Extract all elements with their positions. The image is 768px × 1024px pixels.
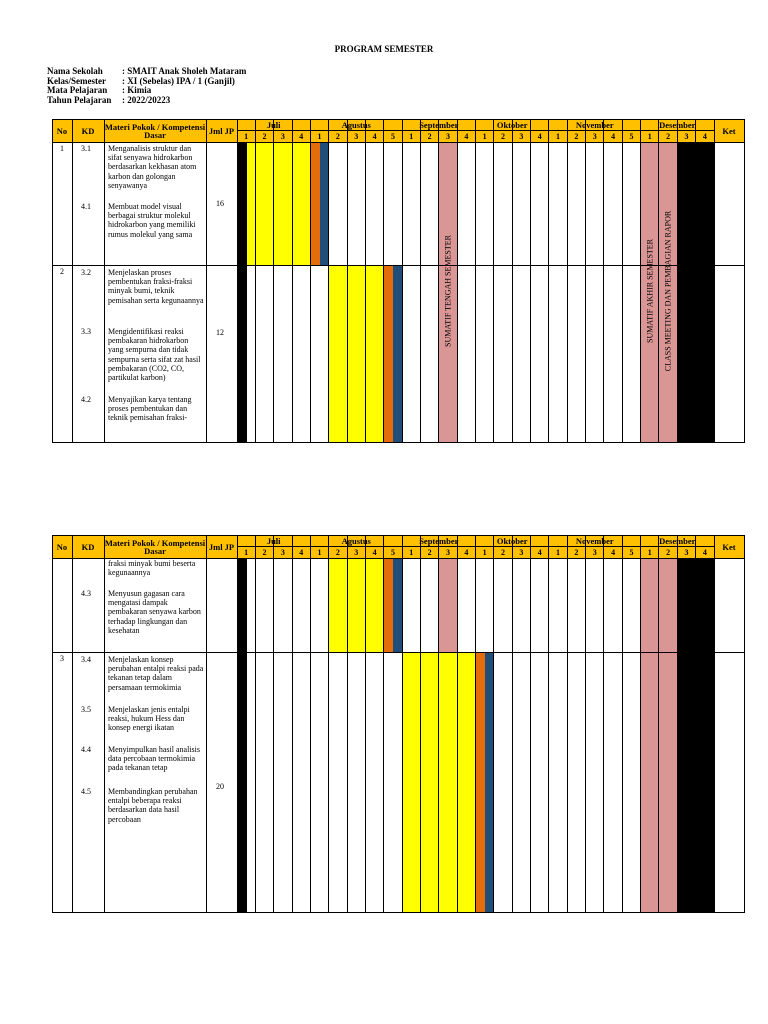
schedule-block-orange (476, 652, 485, 913)
week-number: 3 (684, 548, 689, 557)
grid-line (548, 535, 549, 913)
grid-line (585, 119, 586, 443)
week-number: 3 (592, 548, 597, 557)
kd-code: 3.2 (81, 268, 91, 277)
kd-code: 4.3 (81, 589, 91, 598)
schedule-table-2 (52, 535, 744, 913)
grid-line (677, 119, 678, 443)
week-number: 5 (390, 548, 395, 557)
kd-code: 4.5 (81, 787, 91, 796)
header-materi: Materi Pokok / Kompetensi Dasar (104, 121, 206, 140)
grid-line (475, 119, 476, 443)
week-number: 2 (574, 132, 579, 141)
week-number: 1 (409, 548, 414, 557)
week-number: 2 (666, 548, 671, 557)
info-value: : Kimia (122, 85, 152, 95)
grid-line (383, 119, 384, 443)
grid-line (457, 119, 458, 443)
grid-line (420, 535, 421, 913)
week-number: 1 (556, 548, 561, 557)
info-label: Tahun Pelajaran (47, 94, 112, 105)
week-number: 4 (611, 548, 616, 557)
header-jml-jp: Jml JP (208, 125, 235, 136)
kd-code: 3.3 (81, 327, 91, 336)
info-value: : 2022/20223 (122, 94, 171, 105)
kd-code: 4.4 (81, 745, 91, 754)
week-number: 4 (299, 132, 304, 141)
grid-line (255, 535, 256, 913)
grid-line (104, 119, 105, 443)
month-agustus: Agustus (341, 535, 371, 546)
grid-line (328, 119, 329, 443)
grid-line (52, 535, 53, 913)
month-oktober: Oktober (496, 535, 528, 546)
grid-line (347, 119, 348, 443)
week-number: 1 (317, 548, 322, 557)
week-number: 3 (445, 548, 450, 557)
materi-text: Menjelaskan konsep perubahan entalpi reaksi pada tekanan tetap dalam persamaan termokimia (108, 655, 204, 692)
week-number: 2 (262, 132, 267, 141)
grid-line (695, 535, 696, 913)
materi-text: Mengidentifikasi reaksi pembakaran hidrokarbon yang sempurna dan tidak sempurna serta sifat zat hasil pembakaran (CO2, CO, partikulat karbon) (108, 327, 201, 383)
week-number: 3 (354, 132, 359, 141)
week-number: 4 (537, 548, 542, 557)
grid-line (255, 119, 256, 443)
grid-line (603, 535, 604, 913)
grid-line (622, 535, 623, 913)
jml-jp-value: 16 (216, 199, 224, 208)
grid-line (273, 119, 274, 443)
week-number: 3 (592, 132, 597, 141)
grid-line (567, 535, 568, 913)
schedule-block-yellow (329, 558, 384, 652)
schedule-block-black (237, 558, 247, 913)
grid-line (530, 535, 531, 913)
week-number: 1 (244, 132, 249, 141)
grid-line (420, 119, 421, 443)
grid-line (567, 119, 568, 443)
week-number: 3 (519, 132, 524, 141)
week-number: 2 (427, 132, 432, 141)
kd-code: 4.2 (81, 395, 91, 404)
header-jml-jp: Jml JP (208, 541, 235, 552)
schedule-block-orange (310, 142, 320, 265)
header-no: No (56, 125, 68, 136)
week-number: 4 (702, 548, 707, 557)
week-number: 4 (372, 548, 377, 557)
week-number: 3 (519, 548, 524, 557)
grid-line (104, 535, 105, 913)
grid-line (52, 119, 744, 120)
grid-line (52, 119, 53, 443)
schedule-block-pink (659, 558, 677, 913)
header-ket: Ket (722, 125, 736, 136)
kd-code: 3.1 (81, 144, 91, 153)
label-sumatif-akhir: SUMATIF AKHIR SEMESTER (645, 238, 655, 344)
week-number: 1 (244, 548, 249, 557)
week-number: 2 (427, 548, 432, 557)
week-number: 3 (280, 548, 285, 557)
grid-line (328, 535, 329, 913)
grid-line (585, 535, 586, 913)
materi-text: Menyusun gagasan cara mengatasi dampak pembakaran senyawa karbon terhadap lingkungan dan kesehatan (108, 589, 201, 635)
grid-line (438, 535, 439, 913)
month-desember: Desember (659, 119, 696, 130)
week-number: 4 (372, 132, 377, 141)
month-desember: Desember (659, 535, 696, 546)
grid-line (347, 535, 348, 913)
week-number: 3 (354, 548, 359, 557)
week-number: 2 (262, 548, 267, 557)
info-label: Nama Sekolah (47, 66, 103, 76)
grid-line (310, 119, 311, 443)
grid-line (438, 119, 439, 443)
grid-line (52, 442, 744, 443)
grid-line (475, 535, 476, 913)
header-kd: KD (81, 125, 95, 136)
grid-line (237, 546, 714, 547)
header-ket: Ket (722, 541, 736, 552)
week-number: 1 (556, 132, 561, 141)
materi-text: Membuat model visual berbagai struktur molekul hidrokarbon yang memiliki rumus molekul yang sama (108, 202, 196, 239)
grid-line (658, 119, 659, 443)
header-kd: KD (81, 541, 95, 552)
week-number: 5 (390, 132, 395, 141)
grid-line (237, 119, 238, 443)
month-november: November (575, 119, 614, 130)
month-november: November (575, 535, 614, 546)
grid-line (402, 119, 403, 443)
month-september: September (419, 119, 459, 130)
grid-line (744, 535, 745, 913)
week-number: 1 (647, 548, 652, 557)
row-number: 1 (60, 144, 64, 153)
jml-jp-value: 12 (216, 328, 224, 337)
materi-text: Menjelaskan jenis entalpi reaksi, hukum Hess dan konsep energi ikatan (108, 705, 190, 733)
week-number: 4 (611, 132, 616, 141)
week-number: 1 (647, 132, 652, 141)
jml-jp-value: 20 (216, 782, 224, 791)
schedule-block-yellow (329, 265, 384, 443)
week-number: 4 (464, 548, 469, 557)
materi-text: fraksi minyak bumi beserta kegunaannya (108, 559, 196, 578)
label-class-meeting: CLASS MEETING DAN PEMBAGIAN RAPOR (663, 210, 673, 372)
grid-line (548, 119, 549, 443)
month-oktober: Oktober (496, 119, 528, 130)
grid-line (640, 535, 641, 913)
grid-line (52, 652, 744, 653)
materi-text: Menyimpulkan hasil analisis data percobaan termokimia pada tekanan tetap (108, 745, 200, 773)
month-september: September (419, 535, 459, 546)
label-sumatif-tengah: SUMATIF TENGAH SEMESTER (443, 235, 453, 347)
kd-code: 4.1 (81, 202, 91, 211)
grid-line (273, 535, 274, 913)
week-number: 5 (629, 548, 634, 557)
schedule-table-1 (52, 119, 744, 443)
header-materi: Materi Pokok / Kompetensi Dasar (104, 537, 206, 556)
week-number: 2 (335, 132, 340, 141)
week-number: 1 (317, 132, 322, 141)
week-number: 2 (501, 132, 506, 141)
schedule-block-orange (384, 265, 393, 443)
grid-line (52, 142, 744, 143)
week-number: 1 (482, 132, 487, 141)
page-title: PROGRAM SEMESTER (334, 44, 434, 54)
week-number: 4 (537, 132, 542, 141)
schedule-block-black (237, 142, 247, 443)
grid-line (714, 535, 715, 913)
week-number: 3 (445, 132, 450, 141)
grid-line (603, 119, 604, 443)
materi-text: Menganalisis struktur dan sifat senyawa hidrokarbon berdasarkan kekhasan atom karbon dan golongan senyawanya (108, 144, 197, 190)
row-number: 2 (60, 267, 64, 276)
info-label: Kelas/Semester (47, 75, 106, 86)
week-number: 4 (464, 132, 469, 141)
grid-line (310, 535, 311, 913)
month-juli: Juli (266, 535, 281, 546)
grid-line (292, 535, 293, 913)
week-number: 2 (666, 132, 671, 141)
week-number: 1 (482, 548, 487, 557)
grid-line (512, 119, 513, 443)
week-number: 2 (501, 548, 506, 557)
grid-line (292, 119, 293, 443)
info-value: : XI (Sebelas) IPA / 1 (Ganjil) (122, 75, 235, 86)
kd-code: 3.5 (81, 705, 91, 714)
materi-text: Membandingkan perubahan entalpi beberapa reaksi berdasarkan data hasil percobaan (108, 787, 198, 824)
grid-line (493, 119, 494, 443)
grid-line (744, 119, 745, 443)
grid-line (237, 535, 238, 913)
info-label: Mata Pelajaran (47, 85, 108, 95)
grid-line (237, 130, 714, 131)
grid-line (72, 119, 73, 443)
info-value: : SMAIT Anak Sholeh Mataram (122, 66, 247, 76)
schedule-block-pink (439, 558, 457, 652)
week-number: 3 (280, 132, 285, 141)
grid-line (714, 119, 715, 443)
schedule-block-yellow (247, 142, 310, 265)
header-no: No (56, 541, 68, 552)
grid-line (677, 535, 678, 913)
week-number: 4 (299, 548, 304, 557)
grid-line (530, 119, 531, 443)
grid-line (72, 535, 73, 913)
week-number: 3 (684, 132, 689, 141)
week-number: 2 (335, 548, 340, 557)
grid-line (365, 119, 366, 443)
grid-line (640, 119, 641, 443)
grid-line (512, 535, 513, 913)
document-info (47, 67, 246, 105)
schedule-block-pink (641, 558, 659, 913)
grid-line (52, 912, 744, 913)
month-juli: Juli (266, 119, 281, 130)
grid-line (52, 265, 744, 266)
grid-line (383, 535, 384, 913)
grid-line (206, 535, 207, 913)
week-number: 1 (409, 132, 414, 141)
grid-line (457, 535, 458, 913)
grid-line (206, 119, 207, 443)
materi-text: Menyajikan karya tentang proses pembentukan dan teknik pemisahan fraksi- (108, 395, 192, 423)
grid-line (493, 535, 494, 913)
week-number: 2 (574, 548, 579, 557)
grid-line (695, 119, 696, 443)
grid-line (622, 119, 623, 443)
materi-text: Menjelaskan proses pembentukan fraksi-fraksi minyak bumi, teknik pemisahan serta kegunaannya (108, 268, 204, 305)
kd-code: 3.4 (81, 655, 91, 664)
grid-line (365, 535, 366, 913)
schedule-block-orange (384, 558, 393, 652)
week-number: 5 (629, 132, 634, 141)
grid-line (402, 535, 403, 913)
week-number: 4 (702, 132, 707, 141)
row-number: 3 (60, 654, 64, 663)
grid-line (658, 535, 659, 913)
month-agustus: Agustus (341, 119, 371, 130)
grid-line (52, 535, 744, 536)
